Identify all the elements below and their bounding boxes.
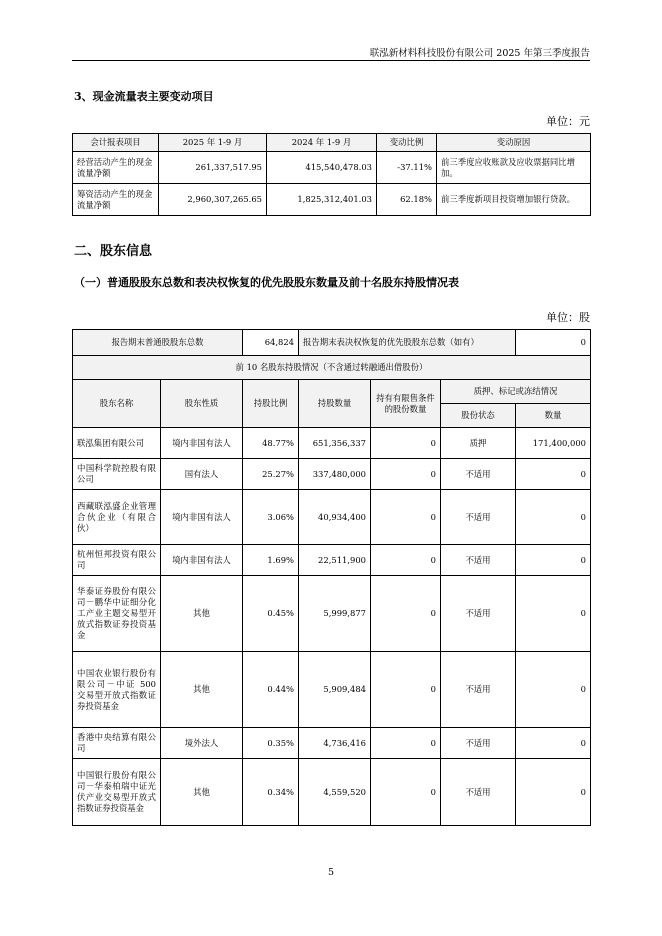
shareholder-quantity: 5,999,877	[299, 576, 371, 652]
shareholder-quantity: 5,909,484	[299, 652, 371, 728]
shareholder-pledged: 0	[516, 652, 591, 728]
shareholder-pledge-status: 不适用	[441, 759, 516, 826]
shareholder-nature: 国有法人	[161, 459, 243, 490]
shareholder-quantity: 22,511,900	[299, 545, 371, 576]
shareholder-row	[73, 728, 591, 759]
cashflow-change: 62.18%	[377, 184, 437, 216]
shareholders-unit: 单位：股	[546, 311, 590, 324]
shareholder-row	[73, 652, 591, 728]
shareholder-nature: 境内非国有法人	[161, 545, 243, 576]
shareholder-nature: 其他	[161, 652, 243, 728]
shareholder-nature: 境内非国有法人	[161, 490, 243, 545]
shareholders-table	[72, 329, 591, 826]
shareholder-restricted: 0	[371, 459, 441, 490]
shareholder-pledged: 0	[516, 759, 591, 826]
shareholder-name: 中国农业银行股份有限公司－中证 500 交易型开放式指数证券投资基金	[73, 652, 161, 728]
top10-title: 前 10 名股东持股情况（不含通过转融通出借股份）	[73, 356, 591, 380]
shareholder-restricted: 0	[371, 428, 441, 459]
cashflow-prior: 1,825,312,401.03	[267, 184, 377, 216]
shareholder-quantity: 337,480,000	[299, 459, 371, 490]
shareholder-nature: 其他	[161, 576, 243, 652]
shareholder-name: 联泓集团有限公司	[73, 428, 161, 459]
cashflow-row	[73, 152, 591, 184]
shareholder-quantity: 4,559,520	[299, 759, 371, 826]
page-header: 联泓新材料科技股份有限公司 2025 年第三季度报告	[369, 48, 590, 59]
shareholder-restricted: 0	[371, 490, 441, 545]
cashflow-prior: 415,540,478.03	[267, 152, 377, 184]
shareholder-name: 香港中央结算有限公司	[73, 728, 161, 759]
shareholder-pledge-status: 不适用	[441, 490, 516, 545]
shareholder-name: 西藏联泓盛企业管理合伙企业（有限合伙）	[73, 490, 161, 545]
shareholder-pledge-status: 质押	[441, 428, 516, 459]
shareholders-section-title: 二、股东信息	[74, 244, 153, 259]
page-number: 5	[327, 867, 335, 878]
total-shareholders-label: 报告期末普通股股东总数	[73, 330, 243, 356]
cashflow-col-prior: 2024 年 1-9 月	[267, 134, 377, 152]
shareholder-name: 华泰证券股份有限公司－鹏华中证细分化工产业主题交易型开放式指数证券投资基金	[73, 576, 161, 652]
col-pledge-quantity: 数量	[516, 404, 591, 428]
shareholder-quantity: 651,356,337	[299, 428, 371, 459]
cashflow-col-current: 2025 年 1-9 月	[159, 134, 267, 152]
shareholder-pledged: 171,400,000	[516, 428, 591, 459]
shareholder-row	[73, 459, 591, 490]
shareholder-ratio: 48.77%	[243, 428, 299, 459]
shareholder-ratio: 1.69%	[243, 545, 299, 576]
section-3-title: 3、现金流量表主要变动项目	[74, 90, 214, 103]
col-restricted-shares: 持有有限售条件的股份数量	[371, 380, 441, 428]
shareholder-pledge-status: 不适用	[441, 576, 516, 652]
shareholder-pledge-status: 不适用	[441, 459, 516, 490]
shareholder-row	[73, 759, 591, 826]
preferred-shareholders-label: 报告期末表决权恢复的优先股股东总数（如有）	[299, 330, 516, 356]
shareholder-pledged: 0	[516, 576, 591, 652]
cashflow-reason: 前三季度新项目投资增加银行贷款。	[437, 184, 591, 216]
shareholder-name: 中国科学院控股有限公司	[73, 459, 161, 490]
shareholder-restricted: 0	[371, 576, 441, 652]
header-rule	[72, 60, 590, 61]
shareholder-ratio: 0.45%	[243, 576, 299, 652]
shareholder-nature: 境外法人	[161, 728, 243, 759]
cashflow-current: 2,960,307,265.65	[159, 184, 267, 216]
shareholder-pledged: 0	[516, 728, 591, 759]
cashflow-unit: 单位：元	[546, 115, 590, 128]
shareholder-ratio: 0.44%	[243, 652, 299, 728]
cashflow-col-item: 会计报表项目	[73, 134, 159, 152]
shareholder-restricted: 0	[371, 759, 441, 826]
shareholder-pledge-status: 不适用	[441, 545, 516, 576]
shareholder-ratio: 25.27%	[243, 459, 299, 490]
shareholder-pledged: 0	[516, 545, 591, 576]
shareholders-subtitle: （一）普通股股东总数和表决权恢复的优先股股东数量及前十名股东持股情况表	[74, 276, 459, 289]
col-pledge-status: 股份状态	[441, 404, 516, 428]
shareholder-restricted: 0	[371, 652, 441, 728]
col-pledge-group: 质押、标记或冻结情况	[441, 380, 591, 404]
col-holding-ratio: 持股比例	[243, 380, 299, 428]
shareholder-pledged: 0	[516, 459, 591, 490]
shareholder-row	[73, 545, 591, 576]
shareholder-restricted: 0	[371, 545, 441, 576]
shareholder-quantity: 4,736,416	[299, 728, 371, 759]
cashflow-current: 261,337,517.95	[159, 152, 267, 184]
shareholder-ratio: 0.34%	[243, 759, 299, 826]
cashflow-col-change: 变动比例	[377, 134, 437, 152]
shareholder-row	[73, 490, 591, 545]
shareholder-pledged: 0	[516, 490, 591, 545]
shareholder-quantity: 40,934,400	[299, 490, 371, 545]
preferred-shareholders-value: 0	[516, 330, 591, 356]
cashflow-change: -37.11%	[377, 152, 437, 184]
shareholder-row	[73, 428, 591, 459]
shareholder-ratio: 0.35%	[243, 728, 299, 759]
cashflow-col-reason: 变动原因	[437, 134, 591, 152]
shareholder-pledge-status: 不适用	[441, 652, 516, 728]
shareholder-nature: 境内非国有法人	[161, 428, 243, 459]
cashflow-item: 筹资活动产生的现金流量净额	[73, 184, 159, 216]
shareholder-nature: 其他	[161, 759, 243, 826]
total-shareholders-value: 64,824	[243, 330, 299, 356]
cashflow-table	[72, 133, 591, 216]
col-holding-quantity: 持股数量	[299, 380, 371, 428]
cashflow-reason: 前三季度应收账款及应收票据同比增加。	[437, 152, 591, 184]
shareholder-name: 中国银行股份有限公司－华泰柏瑞中证光伏产业交易型开放式指数证券投资基金	[73, 759, 161, 826]
col-shareholder-name: 股东名称	[73, 380, 161, 428]
cashflow-item: 经营活动产生的现金流量净额	[73, 152, 159, 184]
shareholder-pledge-status: 不适用	[441, 728, 516, 759]
shareholder-ratio: 3.06%	[243, 490, 299, 545]
shareholder-restricted: 0	[371, 728, 441, 759]
shareholder-row	[73, 576, 591, 652]
shareholder-name: 杭州恒邦投资有限公司	[73, 545, 161, 576]
col-shareholder-nature: 股东性质	[161, 380, 243, 428]
cashflow-row	[73, 184, 591, 216]
